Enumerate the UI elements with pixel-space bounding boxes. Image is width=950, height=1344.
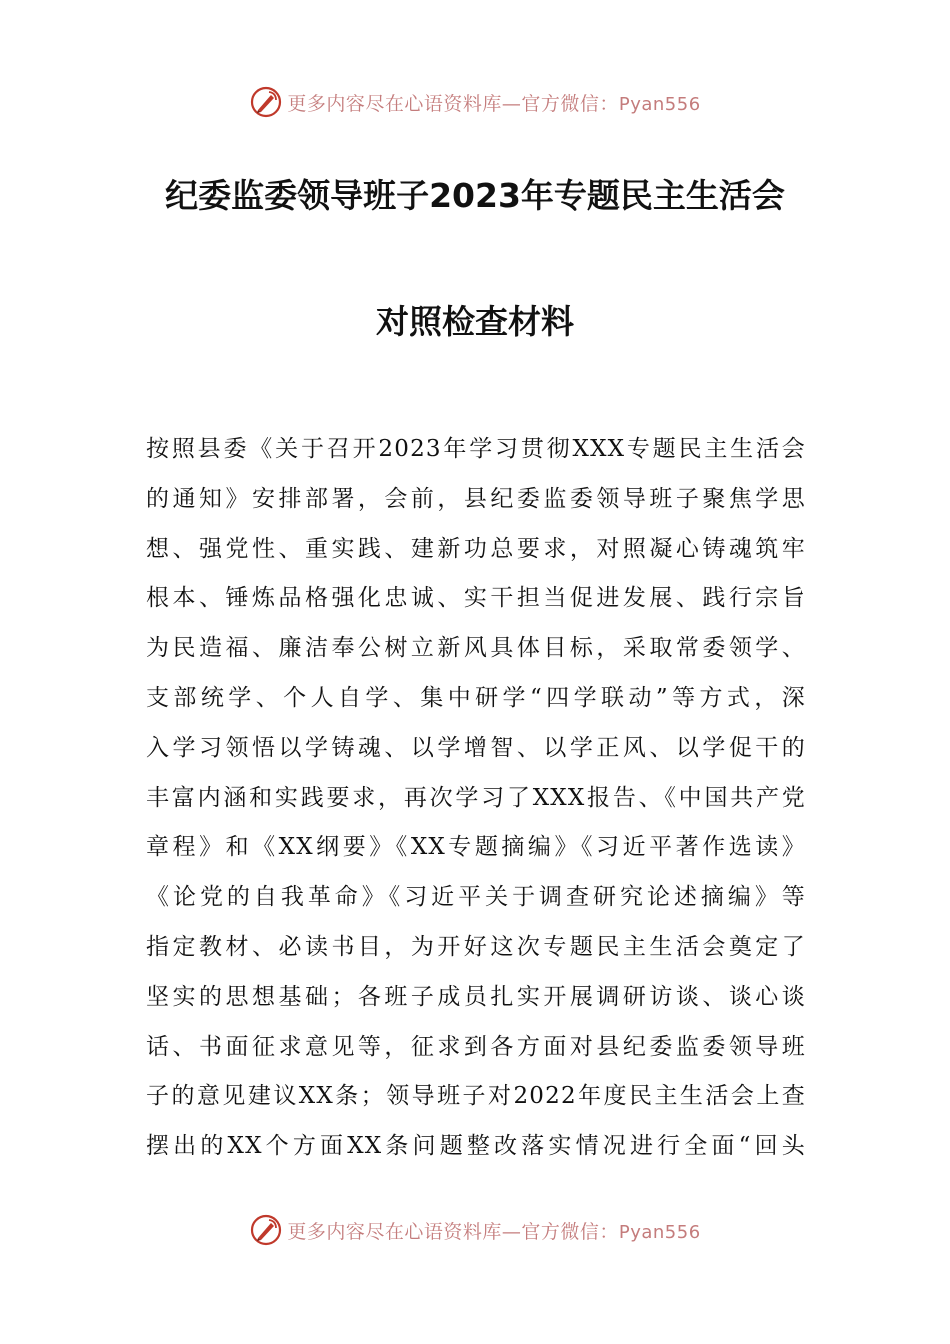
body-line: 丰富内涵和实践要求，再次学习了XXX报告、《中国共产党 xyxy=(146,784,806,811)
document-title-line-1: 纪委监委领导班子2023年专题民主生活会 xyxy=(165,176,785,215)
body-paragraph xyxy=(146,425,806,1172)
watermark-wechat-id: Pyan556 xyxy=(618,93,701,115)
body-line: 的通知》安排部署，会前，县纪委监委领导班子聚焦学思 xyxy=(146,485,806,512)
body-line: 《论党的自我革命》《习近平关于调查研究论述摘编》等 xyxy=(146,884,806,911)
body-line: 坚实的思想基础；各班子成员扎实开展调研访谈、谈心谈 xyxy=(146,983,806,1010)
watermark-header xyxy=(0,82,950,122)
body-line: 入学习领悟以学铸魂、以学增智、以学正风、以学促干的 xyxy=(146,734,806,761)
watermark-footer xyxy=(0,1210,950,1250)
body-line: 章程》和《XX纲要》《XX专题摘编》《习近平著作选读》 xyxy=(146,834,806,861)
body-line: 根本、锤炼品格强化忠诚、实干担当促进发展、践行宗旨 xyxy=(146,585,806,612)
pen-logo-icon xyxy=(249,1213,283,1247)
body-line: 指定教材、必读书目，为开好这次专题民主生活会奠定了 xyxy=(146,933,806,960)
watermark-wechat-id: Pyan556 xyxy=(618,1221,701,1243)
watermark-text xyxy=(287,89,700,116)
body-line: 想、强党性、重实践、建新功总要求，对照凝心铸魂筑牢 xyxy=(146,535,806,562)
body-line: 按照县委《关于召开2023年学习贯彻XXX专题民主生活会 xyxy=(146,436,806,462)
body-line: 摆出的XX个方面XX条问题整改落实情况进行全面“回头 xyxy=(146,1133,806,1160)
pen-logo-icon xyxy=(249,85,283,119)
document-title-line-2: 对照检查材料 xyxy=(376,302,574,341)
body-line: 支部统学、个人自学、集中研学“四学联动”等方式，深 xyxy=(146,684,806,711)
watermark-text xyxy=(287,1217,700,1244)
body-line: 为民造福、廉洁奉公树立新风具体目标，采取常委领学、 xyxy=(146,635,806,662)
watermark-main: 更多内容尽在心语资料库—官方微信： xyxy=(287,1220,619,1243)
watermark-main: 更多内容尽在心语资料库—官方微信： xyxy=(287,92,619,115)
body-line: 子的意见建议XX条；领导班子对2022年度民主生活会上查 xyxy=(146,1083,806,1110)
body-line: 话、书面征求意见等，征求到各方面对县纪委监委领导班 xyxy=(146,1033,806,1060)
